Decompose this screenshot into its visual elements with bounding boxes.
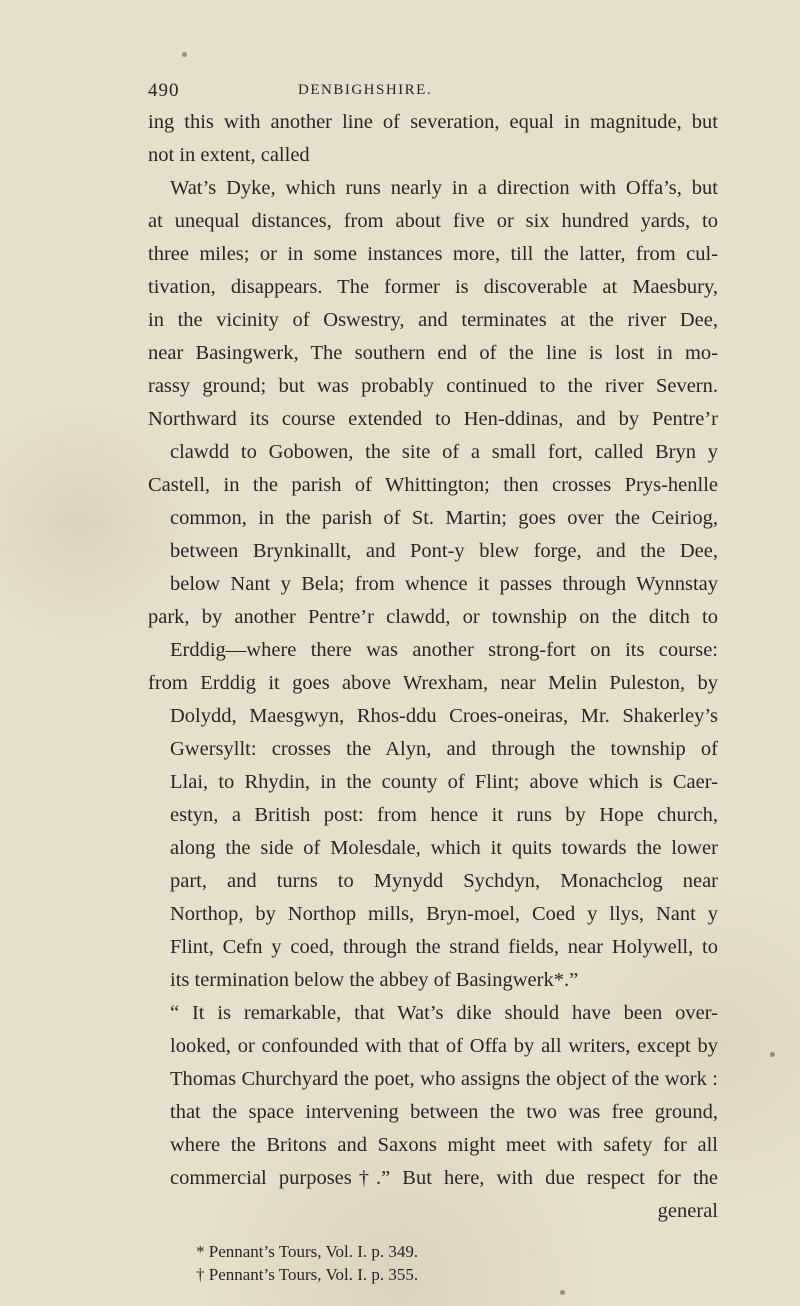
running-head: DENBIGHSHIRE.: [298, 82, 433, 98]
text-line: along the side of Molesdale, which it quits towards the lower: [170, 837, 718, 859]
text-line: Flint, Cefn y coed, through the strand fields, near Holywell, to: [170, 936, 718, 958]
text-line: between Brynkinallt, and Pont-y blew forge, and the Dee,: [170, 540, 718, 562]
text-line: near Basingwerk, The southern end of the line is lost in mo-: [148, 342, 718, 364]
page-header: [148, 80, 708, 104]
footnotes: [196, 1240, 656, 1286]
footnote: * Pennant’s Tours, Vol. I. p. 349.: [196, 1242, 419, 1261]
body-text: [148, 106, 718, 1228]
text-line: that the space intervening between the two was free ground,: [170, 1101, 718, 1123]
text-line: Dolydd, Maesgwyn, Rhos-ddu Croes-oneiras, Mr. Shakerley’s: [170, 705, 718, 727]
paper-speck: [182, 52, 187, 57]
text-line: in the vicinity of Oswestry, and terminates at the river Dee,: [148, 309, 718, 331]
text-line: Thomas Churchyard the poet, who assigns the object of the work :: [170, 1068, 718, 1090]
text-line: where the Britons and Saxons might meet with safety for all: [170, 1134, 718, 1156]
paper-speck: [560, 1290, 565, 1295]
text-line: its termination below the abbey of Basingwerk*.”: [170, 969, 579, 991]
text-line: looked, or confounded with that of Offa by all writers, except by: [170, 1035, 718, 1057]
text-line: Erddig—where there was another strong-fort on its course:: [170, 639, 718, 661]
text-line: rassy ground; but was probably continued to the river Severn.: [148, 375, 718, 397]
text-line: tivation, disappears. The former is discoverable at Maesbury,: [148, 276, 718, 298]
text-line: Llai, to Rhydin, in the county of Flint; above which is Caer-: [170, 771, 718, 793]
text-line: estyn, a British post: from hence it runs by Hope church,: [170, 804, 718, 826]
text-line: commercial purposes†.” But here, with due respect for the: [170, 1167, 718, 1189]
page-number: 490: [148, 80, 180, 101]
text-line: at unequal distances, from about five or six hundred yards, to: [148, 210, 718, 232]
text-line: from Erddig it goes above Wrexham, near Melin Puleston, by: [148, 672, 718, 694]
text-line: below Nant y Bela; from whence it passes through Wynnstay: [170, 573, 718, 595]
text-line: three miles; or in some instances more, till the latter, from cul-: [148, 243, 718, 265]
paper-speck: [770, 1052, 775, 1057]
catchword: general: [657, 1200, 718, 1222]
text-line: Wat’s Dyke, which runs nearly in a direction with Offa’s, but: [170, 177, 718, 199]
text-line: Gwersyllt: crosses the Alyn, and through the township of: [170, 738, 718, 760]
footnote: † Pennant’s Tours, Vol. I. p. 355.: [196, 1265, 419, 1284]
text-line: Castell, in the parish of Whittington; then crosses Prys-henlle: [148, 474, 718, 496]
text-line: park, by another Pentre’r clawdd, or township on the ditch to: [148, 606, 718, 628]
text-line: Northop, by Northop mills, Bryn-moel, Coed y llys, Nant y: [170, 903, 718, 925]
text-line: part, and turns to Mynydd Sychdyn, Monachclog near: [170, 870, 718, 892]
text-line: common, in the parish of St. Martin; goes over the Ceiriog,: [170, 507, 718, 529]
text-line: clawdd to Gobowen, the site of a small fort, called Bryn y: [170, 441, 718, 463]
text-line: ing this with another line of severation, equal in magnitude, but: [148, 111, 718, 133]
text-line: “ It is remarkable, that Wat’s dike should have been over-: [170, 1002, 718, 1024]
text-line: Northward its course extended to Hen-ddinas, and by Pentre’r: [148, 408, 718, 430]
text-line: not in extent, called: [148, 144, 310, 166]
